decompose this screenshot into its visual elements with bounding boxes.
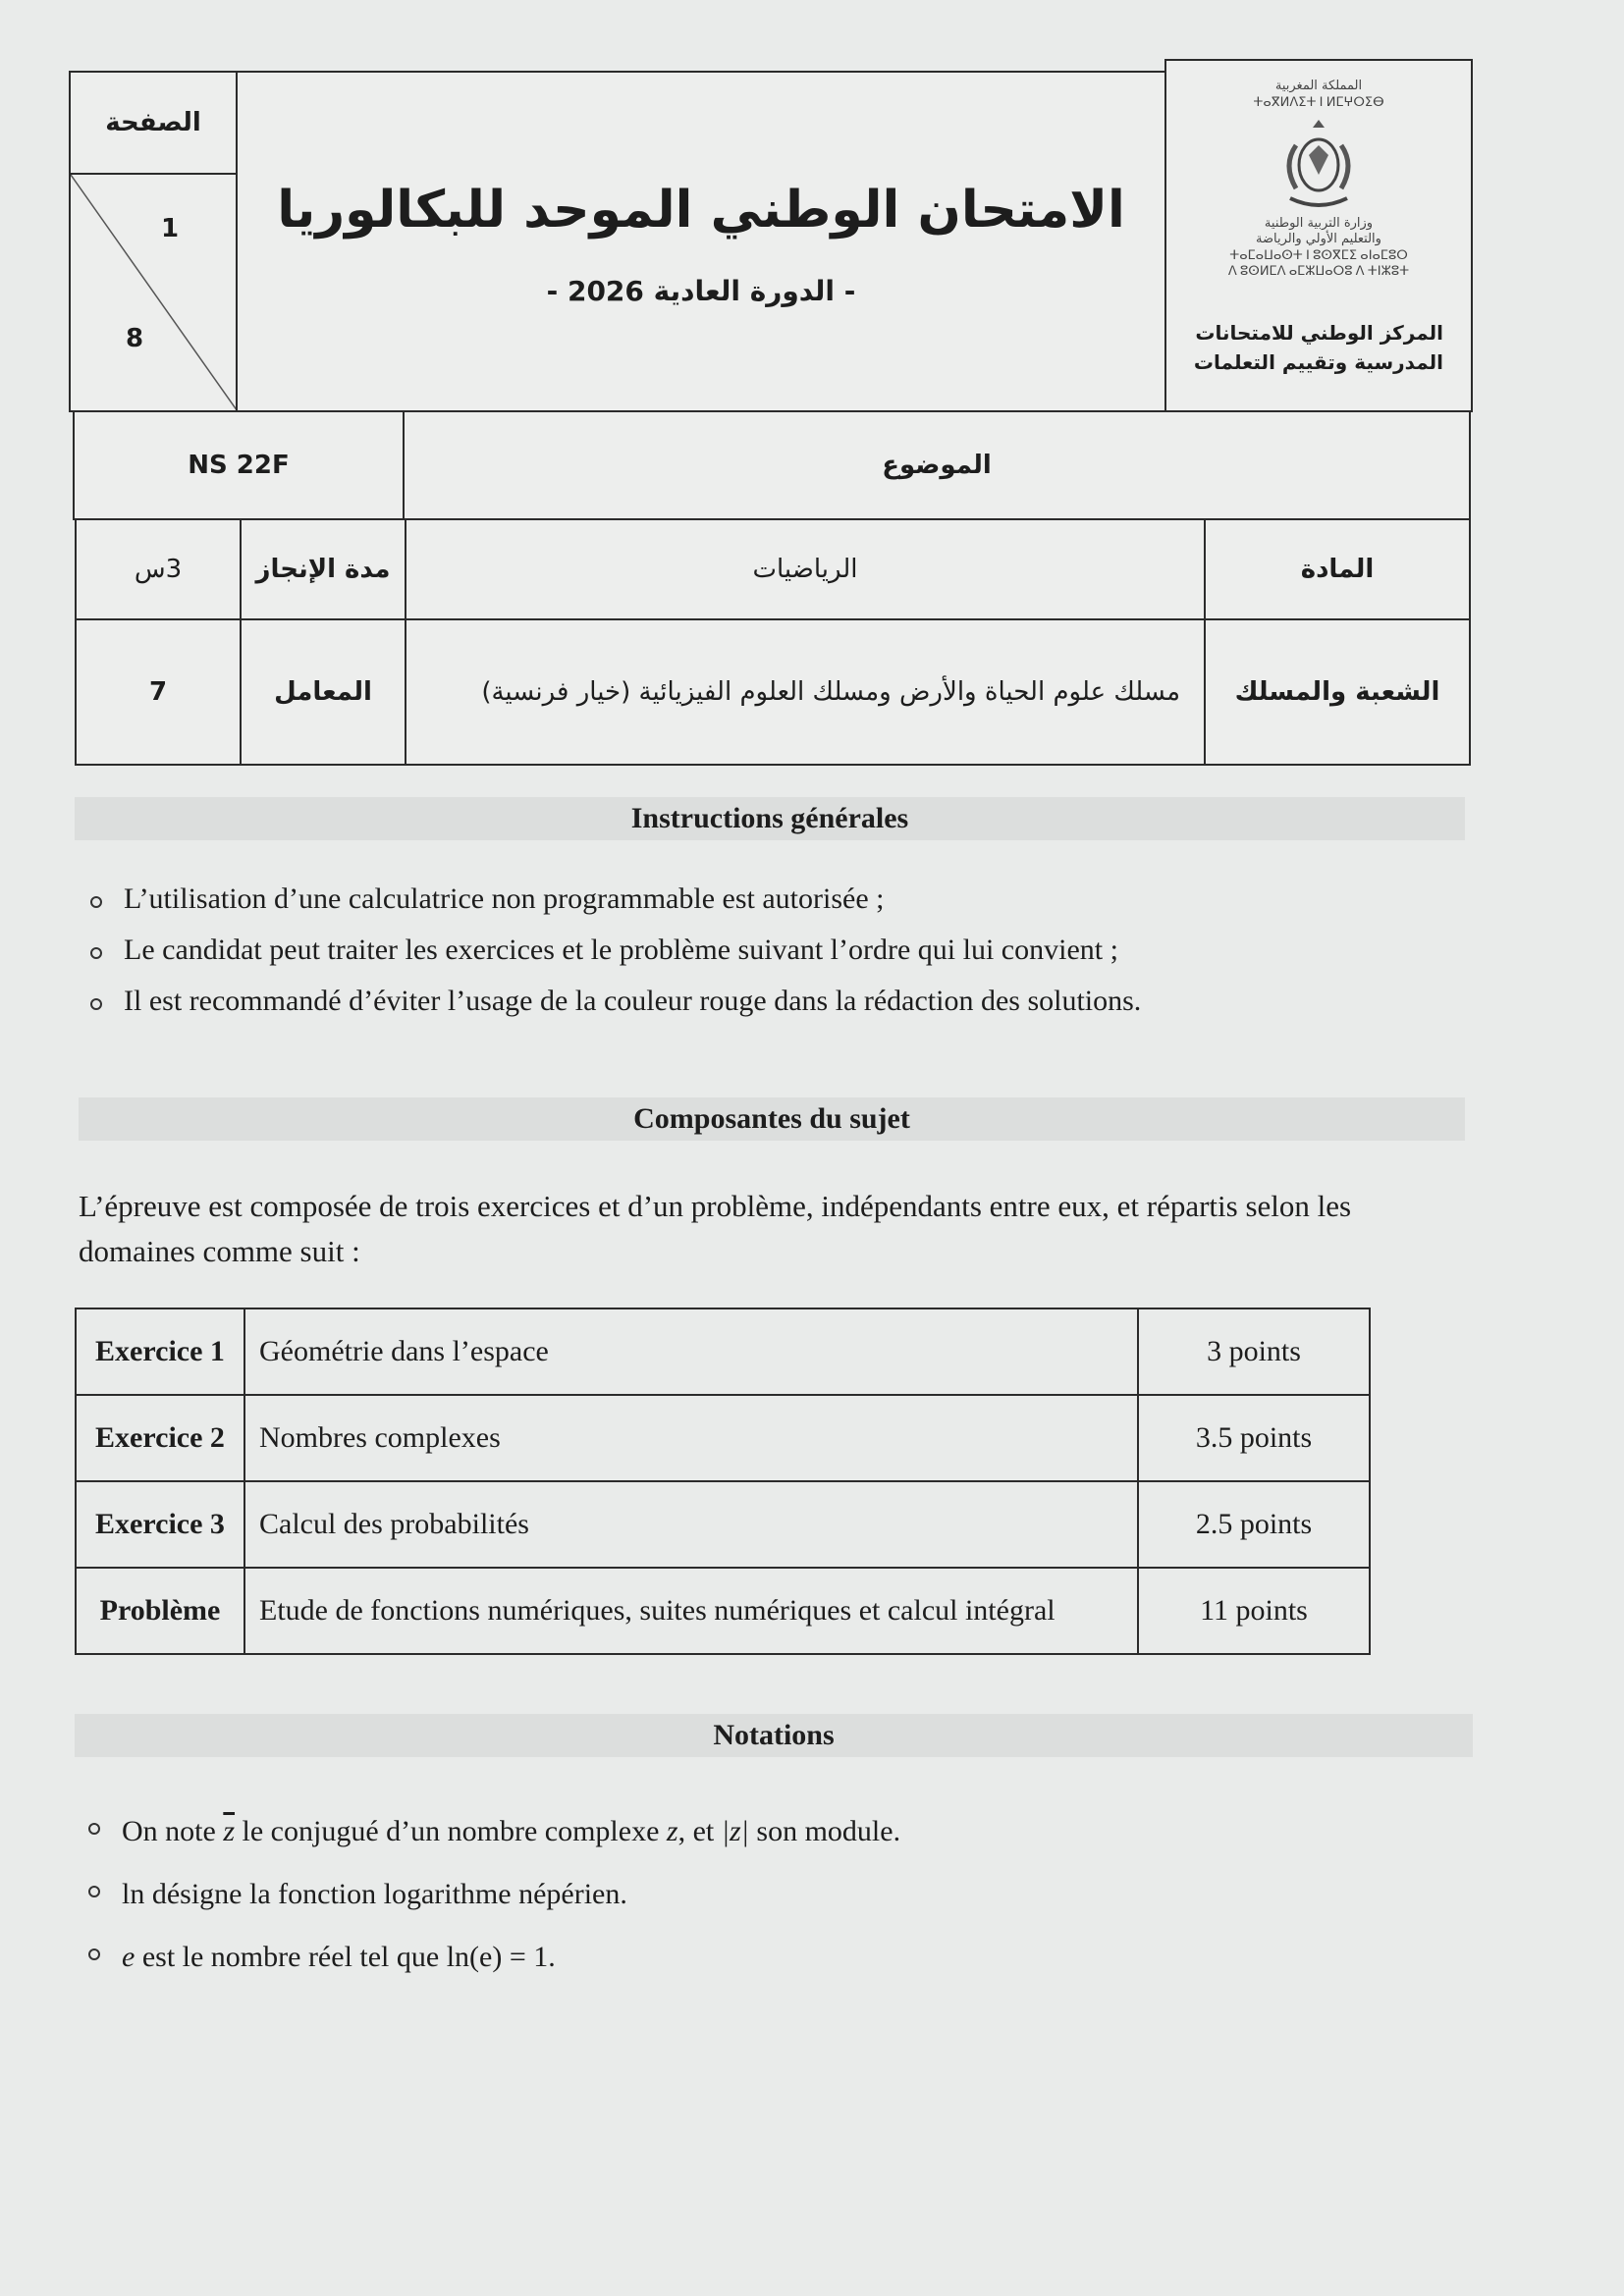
subject-label-cell	[403, 410, 1471, 520]
notation-text: On note	[122, 1815, 216, 1847]
logo-line-6: ⴷ ⵓⵙⵍⵎⴷ ⴰⵎⵣⵡⴰⵔⵓ ⴷ ⵜⵏⵣⵓⵜ	[1227, 263, 1410, 278]
logo-cell	[1164, 59, 1473, 412]
components-intro: L’épreuve est composée de trois exercices et d’un problème, indépendants entre eux, et répartis selon les domaines comme suit :	[79, 1189, 1352, 1268]
components-table	[75, 1308, 1371, 1655]
center-line-2: المدرسية وتقييم التعلمات	[1193, 350, 1443, 374]
matter-value: الرياضيات	[752, 555, 858, 584]
ln-equation: ln(e) = 1.	[446, 1941, 556, 1973]
coef-label-cell	[240, 618, 406, 766]
branch-label: الشعبة والمسلك	[1234, 677, 1440, 707]
matter-value-cell	[405, 518, 1206, 620]
instructions-list	[88, 874, 1141, 1027]
coef-value-cell	[75, 618, 242, 766]
notations-list	[86, 1800, 900, 1989]
table-row	[76, 1308, 1370, 1395]
logo-line-5: ⵜⴰⵎⴰⵡⴰⵙⵜ ⵏ ⵓⵙⴳⵎⵉ ⴰⵏⴰⵎⵓⵔ	[1229, 247, 1408, 262]
exercise-points: 2.5 points	[1138, 1481, 1370, 1568]
conjugate-symbol: $\overline{z}$	[223, 1815, 236, 1847]
exercise-points: 3 points	[1138, 1308, 1370, 1395]
subject-code-cell	[73, 410, 405, 520]
logo-line-1: المملكة المغربية	[1274, 79, 1363, 93]
notation-text: le conjugué d’un nombre complexe	[242, 1815, 660, 1847]
coat-of-arms-icon	[1274, 116, 1363, 210]
exam-center-name	[1194, 318, 1443, 377]
subject-label: الموضوع	[882, 451, 992, 480]
ministry-logo	[1166, 79, 1471, 279]
duration-value-cell	[75, 518, 242, 620]
title-cell	[236, 71, 1166, 412]
notation-text: désigne la fonction logarithme népérien.	[151, 1878, 627, 1910]
logo-line-2: ⵜⴰⴳⵍⴷⵉⵜ ⵏ ⵍⵎⵖⵔⵉⴱ	[1253, 94, 1384, 109]
branch-value: مسلك علوم الحياة والأرض ومسلك العلوم الفيزيائية (خيار فرنسية)	[481, 677, 1180, 707]
notations-title: Notations	[75, 1714, 1473, 1757]
logo-line-4: والتعليم الأولي والرياضة	[1256, 232, 1381, 246]
instruction-item: L’utilisation d’une calculatrice non programmable est autorisée ;	[88, 874, 1141, 925]
instruction-item: Le candidat peut traiter les exercices et le problème suivant l’ordre qui lui convient ;	[88, 925, 1141, 976]
matter-label-cell	[1204, 518, 1471, 620]
exam-title: الامتحان الوطني الموحد للبكالوريا	[277, 181, 1125, 240]
table-row	[76, 1481, 1370, 1568]
notation-item	[86, 1800, 900, 1863]
notation-text: , et	[677, 1815, 715, 1847]
exam-session: - الدورة العادية 2026 -	[546, 275, 856, 307]
instruction-item: Il est recommandé d’éviter l’usage de la couleur rouge dans la rédaction des solutions.	[88, 976, 1141, 1027]
duration-value: 3س	[134, 555, 183, 584]
instructions-title: Instructions générales	[75, 797, 1465, 840]
notation-text: son module.	[756, 1815, 901, 1847]
modulus-symbol: |z|	[721, 1815, 749, 1847]
page-number-diagonal	[71, 175, 238, 412]
exercise-points: 3.5 points	[1138, 1395, 1370, 1481]
exercise-domain: Calcul des probabilités	[244, 1481, 1138, 1568]
page-total: 8	[126, 324, 144, 353]
notation-item	[86, 1863, 900, 1926]
subject-code: NS 22F	[188, 451, 290, 480]
ln-symbol: ln	[122, 1878, 145, 1910]
exercise-name: Exercice 2	[76, 1395, 244, 1481]
exercise-domain: Nombres complexes	[244, 1395, 1138, 1481]
coef-value: 7	[148, 677, 168, 707]
page-label-cell	[69, 71, 238, 175]
matter-label: المادة	[1300, 555, 1375, 584]
exercise-domain: Etude de fonctions numériques, suites numériques et calcul intégral	[244, 1568, 1138, 1654]
coef-label: المعامل	[274, 677, 372, 707]
components-title: Composantes du sujet	[79, 1097, 1465, 1141]
center-line-1: المركز الوطني للامتحانات	[1195, 321, 1443, 345]
page-label: الصفحة	[105, 108, 201, 137]
e-symbol: e	[122, 1941, 135, 1973]
table-row	[76, 1395, 1370, 1481]
exercise-name: Exercice 1	[76, 1308, 244, 1395]
branch-label-cell	[1204, 618, 1471, 766]
exercise-domain: Géométrie dans l’espace	[244, 1308, 1138, 1395]
duration-label-cell	[240, 518, 406, 620]
table-row	[76, 1568, 1370, 1654]
exercise-points: 11 points	[1138, 1568, 1370, 1654]
branch-value-cell	[405, 618, 1206, 766]
logo-line-3: وزارة التربية الوطنية	[1264, 216, 1374, 231]
notation-item	[86, 1926, 900, 1989]
duration-label: مدة الإنجاز	[255, 555, 391, 584]
exercise-name: Exercice 3	[76, 1481, 244, 1568]
exercise-name: Problème	[76, 1568, 244, 1654]
notation-text: est le nombre réel tel que	[141, 1941, 440, 1973]
z-symbol: z	[666, 1815, 678, 1847]
page-number-cell	[69, 173, 238, 412]
page-current: 1	[161, 214, 180, 243]
